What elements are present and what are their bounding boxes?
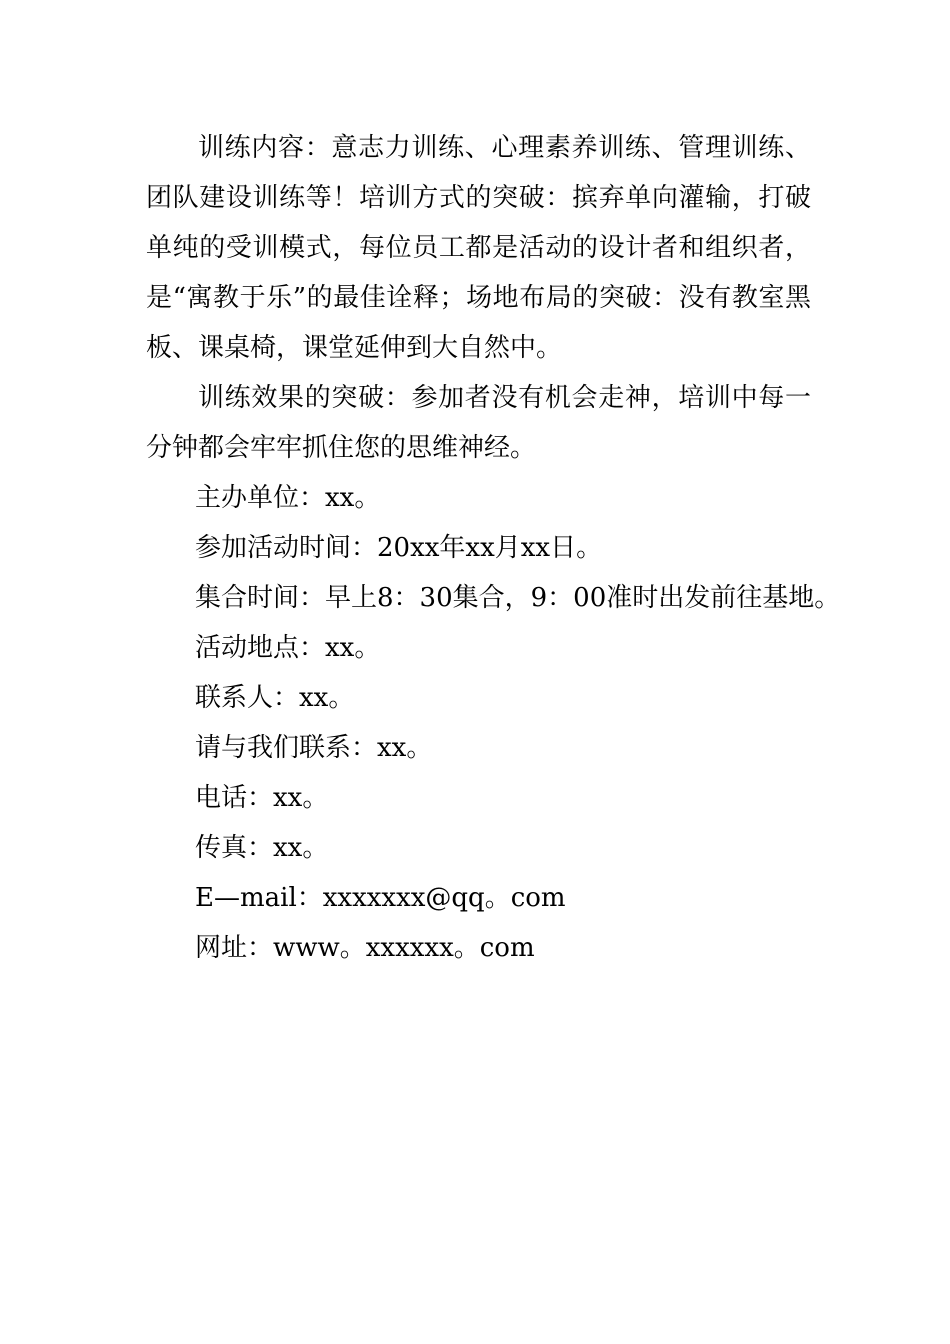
paragraph-training-content: 训练内容：意志力训练、心理素养训练、管理训练、团队建设训练等！培训方式的突破：摈弃单向灌输，打破单纯的受训模式，每位员工都是活动的设计者和组织者，是“寓教于乐”的最佳诠释；场地布局的突破：没有教室黑板、课桌椅，课堂延伸到大自然中。	[146, 133, 811, 363]
phone-line: 电话：xx。	[195, 783, 329, 813]
website-line: 网址：www。xxxxxx。com	[195, 933, 535, 963]
activity-date-line: 参加活动时间：20xx年xx月xx日。	[195, 533, 603, 563]
contact-person-line: 联系人：xx。	[195, 683, 355, 713]
document-body	[146, 123, 841, 973]
assembly-time-line: 集合时间：早上8：30集合，9：00准时出发前往基地。	[195, 583, 841, 613]
contact-us-line: 请与我们联系：xx。	[195, 733, 433, 763]
email-line: E—mail：xxxxxxx@qq。com	[195, 883, 566, 913]
activity-location-line: 活动地点：xx。	[195, 633, 381, 663]
organizer-line: 主办单位：xx。	[195, 483, 381, 513]
fax-line: 传真：xx。	[195, 833, 329, 863]
paragraph-training-effect: 训练效果的突破：参加者没有机会走神，培训中每一分钟都会牢牢抓住您的思维神经。	[146, 383, 811, 463]
